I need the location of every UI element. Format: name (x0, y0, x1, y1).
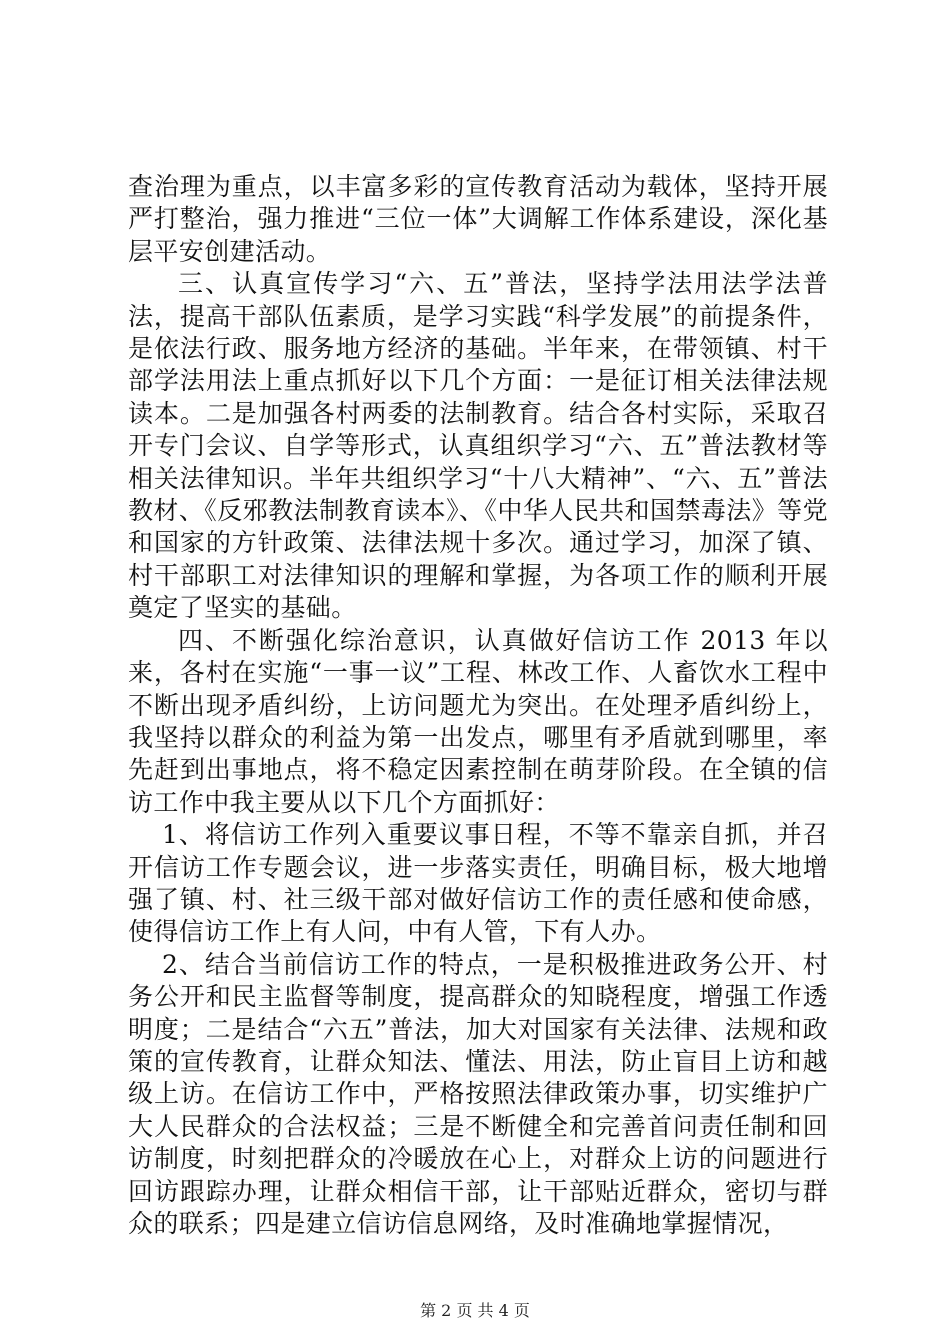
page-footer: 第 2 页 共 4 页 (420, 1301, 530, 1320)
document-body (128, 171, 828, 1240)
paragraph-continuation: 查治理为重点，以丰富多彩的宣传教育活动为载体，坚持开展严打整治，强力推进“三位一体”大调解工作体系建设，深化基层平安创建活动。 (128, 172, 828, 266)
paragraph-section-three: 三、认真宣传学习“六、五”普法，坚持学法用法学法普法，提高干部队伍素质，是学习实践“科学发展”的前提条件，是依法行政、服务地方经济的基础。半年来，在带领镇、村干部学法用法上重点抓好以下几个方面：一是征订相关法律法规读本。二是加强各村两委的法制教育。结合各村实际，采取召开专门会议、自学等形式，认真组织学习“六、五”普法教材等相关法律知识。半年共组织学习“十八大精神”、“六、五”普法教材、《反邪教法制教育读本》、《中华人民共和国禁毒法》等党和国家的方针政策、法律法规十多次。通过学习，加深了镇、村干部职工对法律知识的理解和掌握，为各项工作的顺利开展奠定了坚实的基础。 (128, 269, 828, 623)
paragraph-item-two: 2、结合当前信访工作的特点，一是积极推进政务公开、村务公开和民主监督等制度，提高群众的知晓程度，增强工作透明度；二是结合“六五”普法，加大对国家有关法律、法规和政策的宣传教育，让群众知法、懂法、用法，防止盲目上访和越级上访。在信访工作中，严格按照法律政策办事，切实维护广大人民群众的合法权益；三是不断健全和完善首问责任制和回访制度，时刻把群众的冷暖放在心上，对群众上访的问题进行回访跟踪办理，让群众相信干部，让干部贴近群众，密切与群众的联系；四是建立信访信息网络，及时准确地掌握情况， (128, 949, 828, 1238)
paragraph-item-one: 1、将信访工作列入重要议事日程，不等不靠亲自抓，并召开信访工作专题会议，进一步落实责任，明确目标，极大地增强了镇、村、社三级干部对做好信访工作的责任感和使命感，使得信访工作上有人问，中有人管，下有人办。 (128, 820, 828, 947)
paragraph-section-four: 四、不断强化综治意识，认真做好信访工作 2013 年以来，各村在实施“一事一议”工程、林改工作、人畜饮水工程中不断出现矛盾纠纷，上访问题尤为突出。在处理矛盾纠纷上，我坚持以群众的利益为第一出发点，哪里有矛盾就到哪里，率先赶到出事地点，将不稳定因素控制在萌芽阶段。在全镇的信访工作中我主要从以下几个方面抓好： (128, 625, 828, 817)
